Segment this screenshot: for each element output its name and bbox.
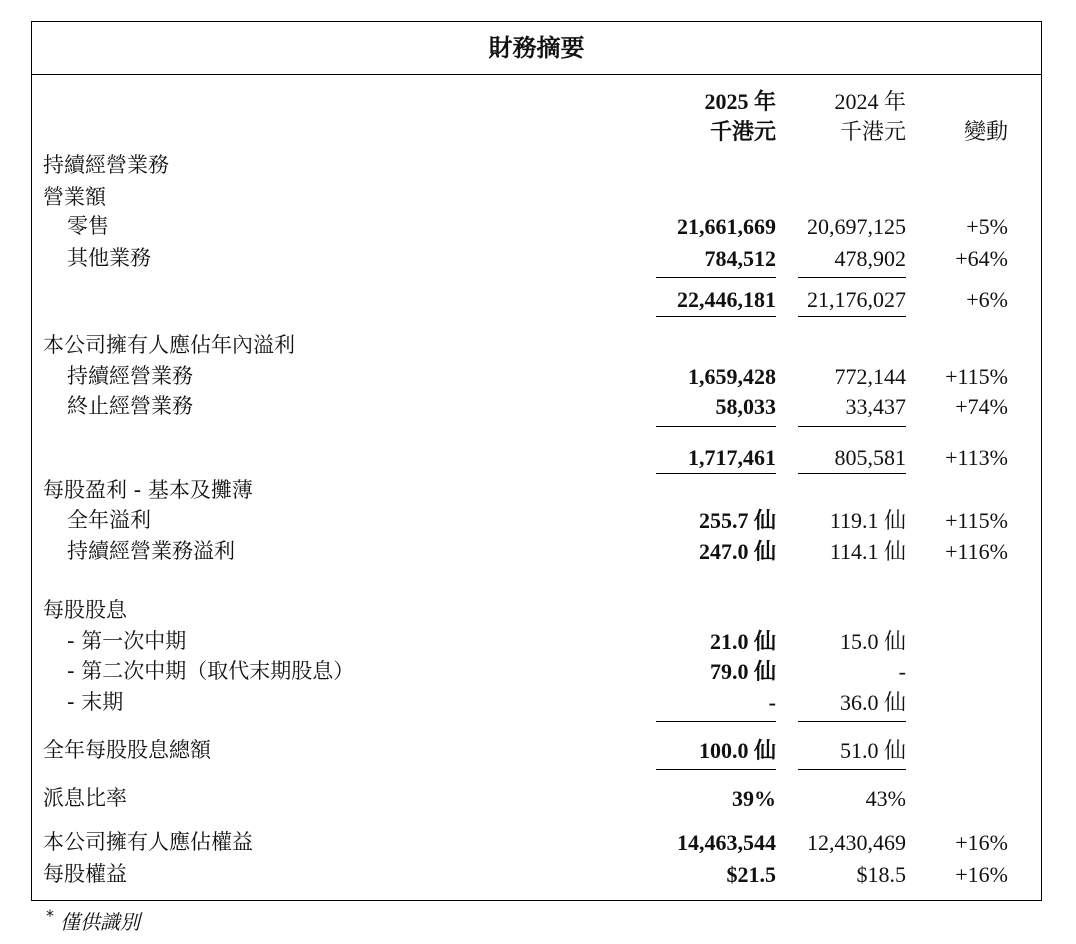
row-label: 派息比率 [43,786,127,810]
row-label: 全年每股股息總額 [43,738,211,762]
header-year-2025: 2025 年 [704,89,776,114]
rule-subtotal-2024 [798,426,906,427]
row-label: 全年溢利 [67,508,151,532]
rule-subtotal-2025 [656,721,776,722]
row-change: +115% [945,364,1008,389]
row-value-2024: 33,437 [845,394,906,419]
row-change: +116% [945,539,1008,564]
rule-subtotal-2025 [656,426,776,427]
section-continuing: 持續經營業務 [43,153,169,177]
row-change: +113% [945,445,1008,470]
row-value-2025: 784,512 [704,246,776,271]
row-value-2024: 805,581 [834,445,906,470]
row-change: +74% [955,394,1008,419]
row-label: - 末期 [67,690,124,714]
row-label: 持續經營業務 [67,364,193,388]
row-change: +115% [945,508,1008,533]
row-value-2025: $21.5 [726,862,776,887]
row-value-2024: 12,430,469 [807,830,906,855]
row-value-2025: 58,033 [715,394,776,419]
row-label: 持續經營業務溢利 [67,539,235,563]
footnote [46,906,140,935]
row-value-2025: 21,661,669 [677,214,776,239]
row-label: 本公司擁有人應佔權益 [43,830,253,854]
rule-total-2024 [798,769,906,770]
header-unit-2025: 千港元 [709,120,776,145]
page-title: 財務摘要 [31,21,1042,75]
row-value-2025: 14,463,544 [677,830,776,855]
rule-subtotal-2025 [656,277,776,278]
rule-total-2024 [798,473,906,474]
header-change: 變動 [963,120,1008,145]
footnote-star: * [46,906,54,925]
row-value-2024: 119.1 仙 [829,508,906,533]
row-value-2025: 1,659,428 [688,364,776,389]
section-eps: 每股盈利 - 基本及攤薄 [43,478,253,502]
row-value-2024: 114.1 仙 [829,539,906,564]
rule-subtotal-2024 [798,721,906,722]
row-value-2024: - [898,659,906,684]
row-value-2024: 51.0 仙 [839,738,906,763]
row-value-2025: 100.0 仙 [698,738,776,763]
row-value-2025: - [768,690,776,715]
rule-subtotal-2024 [798,277,906,278]
row-label: 每股權益 [43,862,127,886]
section-dps: 每股股息 [43,598,127,622]
row-value-2025: 39% [732,786,776,811]
row-change: +16% [955,862,1008,887]
section-profit: 本公司擁有人應佔年內溢利 [43,333,295,357]
row-change: +5% [966,214,1008,239]
row-value-2024: 20,697,125 [807,214,906,239]
rule-total-2024 [798,316,906,317]
row-label: 其他業務 [67,246,151,270]
row-value-2025: 79.0 仙 [709,659,776,684]
row-value-2025: 1,717,461 [688,445,776,470]
section-revenue: 營業額 [43,185,106,209]
row-value-2024: 21,176,027 [807,287,906,312]
row-value-2025: 21.0 仙 [709,629,776,654]
row-change: +6% [966,287,1008,312]
row-value-2024: $18.5 [856,862,906,887]
row-label: 零售 [67,214,109,238]
row-value-2024: 43% [865,786,906,811]
row-value-2025: 22,446,181 [677,287,776,312]
rule-total-2025 [656,316,776,317]
row-change: +16% [955,830,1008,855]
row-value-2024: 478,902 [834,246,906,271]
row-value-2024: 15.0 仙 [839,629,906,654]
header-year-2024: 2024 年 [834,89,906,114]
rule-total-2025 [656,769,776,770]
row-value-2024: 772,144 [834,364,906,389]
header-unit-2024: 千港元 [839,120,906,145]
row-change: +64% [955,246,1008,271]
row-value-2025: 247.0 仙 [698,539,776,564]
row-label: - 第二次中期（取代末期股息） [67,659,355,683]
rule-total-2025 [656,473,776,474]
row-value-2024: 36.0 仙 [839,690,906,715]
row-label: 終止經營業務 [67,394,193,418]
footnote-text: 僅供識別 [60,910,140,934]
row-value-2025: 255.7 仙 [698,508,776,533]
row-label: - 第一次中期 [67,629,187,653]
